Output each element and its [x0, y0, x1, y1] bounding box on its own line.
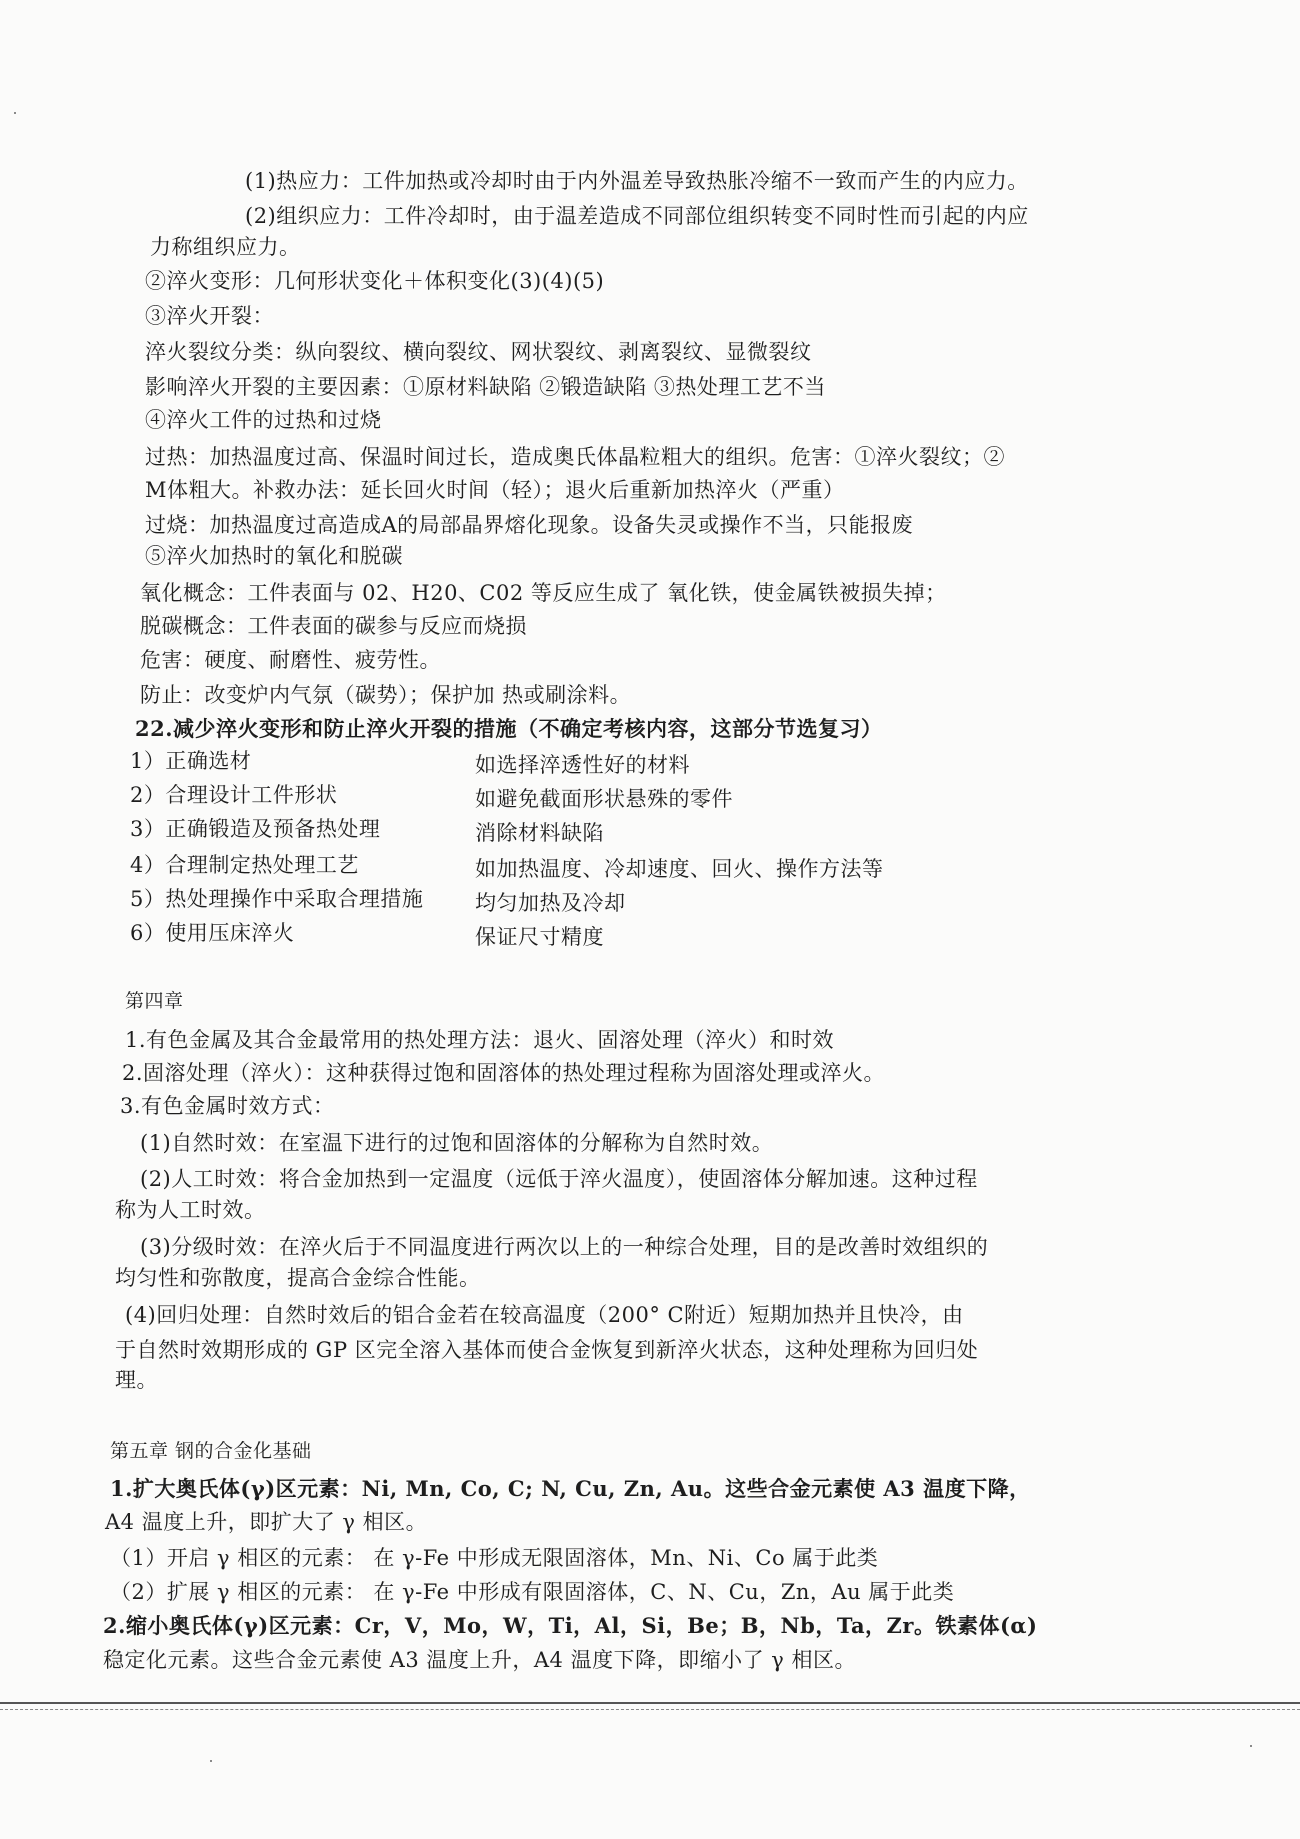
measure-note: 如加热温度、冷却速度、回火、操作方法等: [475, 857, 884, 881]
measure-note: 保证尺寸精度: [475, 925, 604, 949]
ch5-p2: 2.缩小奥氏体(γ)区元素：Cr，V，Mo，W，Ti，Al，Si，Be；B，Nb，Ta，Zr。铁素体(α): [103, 1613, 1038, 1638]
chapter5-heading: 第五章 钢的合金化基础: [110, 1440, 312, 1462]
page-divider: [0, 1702, 1300, 1710]
graded-aging-text: (3)分级时效：在淬火后于不同温度进行两次以上的一种综合处理，目的是改善时效组织的: [140, 1235, 989, 1259]
measure-item: 2）合理设计工件形状: [130, 783, 338, 807]
measure-item: 1）正确选材: [130, 749, 252, 773]
ch5-s2: （2）扩展 γ 相区的元素： 在 γ-Fe 中形成有限固溶体，C、N、Cu，Zn，Au 属于此类: [110, 1580, 955, 1604]
crack-factors-text: 影响淬火开裂的主要因素：①原材料缺陷 ②锻造缺陷 ③热处理工艺不当: [145, 375, 826, 399]
measure-item: 5）热处理操作中采取合理措施: [130, 887, 424, 911]
measure-item: 6）使用压床淬火: [130, 921, 295, 945]
harm-text: 危害：硬度、耐磨性、疲劳性。: [140, 648, 441, 672]
measure-item: 3）正确锻造及预备热处理: [130, 817, 381, 841]
overheat-heading: ④淬火工件的过热和过烧: [145, 408, 382, 432]
overheat-text-cont: M体粗大。补救办法：延长回火时间（轻）；退火后重新加热淬火（严重）: [145, 478, 845, 502]
retrogression-end: 理。: [115, 1368, 158, 1392]
scan-speck: [1250, 1745, 1252, 1747]
thermal-stress-text: (1)热应力：工件加热或冷却时由于内外温差导致热胀冷缩不一致而产生的内应力。: [245, 169, 1029, 193]
structural-stress-text: (2)组织应力：工件冷却时，由于温差造成不同部位组织转变不同时性而引起的内应: [245, 204, 1029, 228]
oxidation-text: 氧化概念：工件表面与 02、H20、C02 等反应生成了 氧化铁，使金属铁被损失掉；: [140, 581, 947, 605]
measure-note: 消除材料缺陷: [475, 821, 604, 845]
oxidation-heading: ⑤淬火加热时的氧化和脱碳: [145, 544, 403, 568]
graded-aging-cont: 均匀性和弥散度，提高合金综合性能。: [115, 1266, 481, 1290]
measure-note: 均匀加热及冷却: [475, 891, 626, 915]
ch5-p2-cont: 稳定化元素。这些合金元素使 A3 温度上升，A4 温度下降，即缩小了 γ 相区。: [103, 1648, 856, 1672]
ch4-p1: 1.有色金属及其合金最常用的热处理方法：退火、固溶处理（淬火）和时效: [125, 1028, 835, 1052]
structural-stress-cont: 力称组织应力。: [150, 235, 301, 259]
cracking-heading: ③淬火开裂：: [145, 304, 274, 328]
artificial-aging-text: (2)人工时效：将合金加热到一定温度（远低于淬火温度），使固溶体分解加速。这种过程: [140, 1167, 978, 1191]
ch4-p2: 2.固溶处理（淬火）：这种获得过饱和固溶体的热处理过程称为固溶处理或淬火。: [122, 1061, 886, 1085]
measure-note: 如选择淬透性好的材料: [475, 753, 690, 777]
retrogression-text: (4)回归处理：自然时效后的铝合金若在较高温度（200° C附近）短期加热并且快冷，由: [125, 1303, 964, 1327]
ch5-p1: 1.扩大奥氏体(γ)区元素：Ni, Mn, Co, C; N, Cu, Zn, Au。这些合金元素使 A3 温度下降，: [110, 1476, 1031, 1501]
deformation-text: ②淬火变形：几何形状变化＋体积变化(3)(4)(5): [145, 269, 605, 293]
measure-note: 如避免截面形状悬殊的零件: [475, 787, 733, 811]
prevent-text: 防止：改变炉内气氛（碳势）；保护加 热或刷涂料。: [140, 683, 632, 707]
scan-speck: [14, 112, 16, 114]
natural-aging-text: (1)自然时效：在室温下进行的过饱和固溶体的分解称为自然时效。: [140, 1131, 774, 1155]
crack-types-text: 淬火裂纹分类：纵向裂纹、横向裂纹、网状裂纹、剥离裂纹、显微裂纹: [145, 340, 812, 364]
section-22-title: 22.减少淬火变形和防止淬火开裂的措施（不确定考核内容，这部分节选复习）: [135, 716, 883, 741]
chapter4-heading: 第四章: [125, 990, 184, 1012]
overheat-text: 过热：加热温度过高、保温时间过长，造成奥氏体晶粒粗大的组织。危害：①淬火裂纹；②: [145, 445, 1005, 469]
ch4-p3: 3.有色金属时效方式：: [120, 1094, 335, 1118]
ch5-p1-cont: A4 温度上升，即扩大了 γ 相区。: [105, 1510, 428, 1534]
scan-speck: [210, 1760, 212, 1762]
overburn-text: 过烧：加热温度过高造成A的局部晶界熔化现象。设备失灵或操作不当，只能报废: [145, 513, 914, 537]
ch5-s1: （1）开启 γ 相区的元素： 在 γ-Fe 中形成无限固溶体，Mn、Ni、Co 属于此类: [110, 1546, 879, 1570]
artificial-aging-cont: 称为人工时效。: [115, 1198, 266, 1222]
retrogression-cont: 于自然时效期形成的 GP 区完全溶入基体而使合金恢复到新淬火状态，这种处理称为回归处: [115, 1338, 979, 1362]
measure-item: 4）合理制定热处理工艺: [130, 853, 359, 877]
decarb-text: 脱碳概念：工件表面的碳参与反应而烧损: [140, 614, 527, 638]
